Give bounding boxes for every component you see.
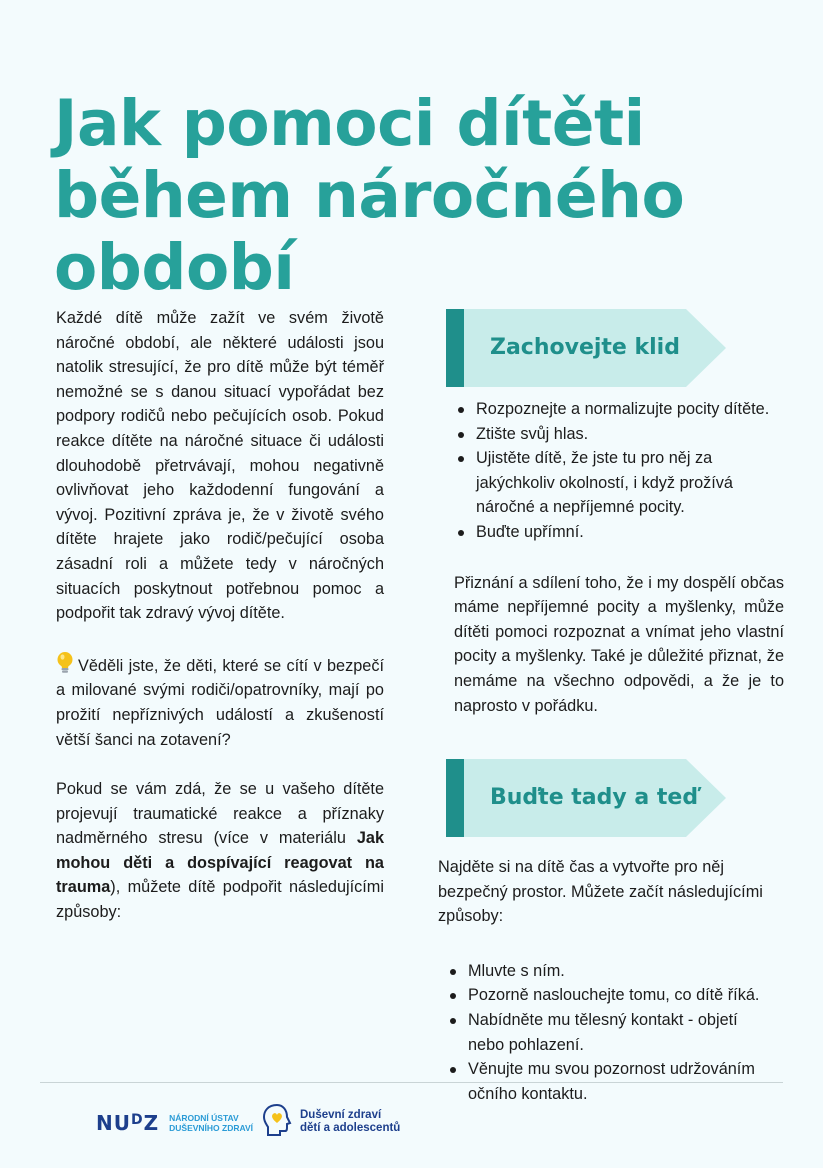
lightbulb-icon [56,651,74,675]
nudz-mark-end: Z [143,1111,160,1135]
present-paragraph: Najděte si na dítě čas a vytvořte pro něj bezpečný prostor. Můžete začít následujícími způsoby: [438,858,763,926]
page-title [54,88,694,304]
intro-paragraph: Každé dítě může zažít ve svém životě náročné období, ale některé události jsou natolik stresující, že pro dítě může být téměř nemožné se s danou situací vypořádat bez podpory rodičů nebo pečujících osob. Pokud reakce dítěte na náročné situace či události dlouhodobě přetrvávají, mohou negativně ovlivňovat jeho každodenní fungování a vývoj. Pozitivní zpráva je, že v životě svého dítěte hrajete jako rodič/pečující osoba zásadní roli a můžete tedy v náročných situacích poskytnout potřebnou pomoc a podpořit tak zdravý vývoj dítěte. [56,309,384,623]
section-heading-present: Buďte tady a teď [490,785,699,810]
section-banner-calm [446,309,728,387]
left-column [56,306,384,950]
section-present-content [438,855,778,1106]
title-line-1: Jak pomoci dítěti [54,87,645,160]
section-banner-present [446,759,728,837]
list-item: Ujistěte dítě, že jste tu pro něj za jakýchkoliv okolností, i když prožívá náročné a nepříjemné pocity. [454,446,784,520]
present-bullet-list [446,959,778,1107]
section-calm-content [454,397,784,718]
list-item: Rozpoznejte a normalizujte pocity dítěte. [454,397,784,422]
list-item: Pozorně naslouchejte tomu, co dítě říká. [446,983,778,1008]
nudz-line-1: NÁRODNÍ ÚSTAV [169,1113,239,1123]
list-item: Nabídněte mu tělesný kontakt - objetí nebo pohlazení. [446,1008,778,1057]
fact-paragraph [56,651,384,752]
closing-paragraph [56,777,384,925]
nudz-logo [96,1106,253,1140]
list-item: Ztište svůj hlas. [454,422,784,447]
nudz-wordmark [96,1111,159,1135]
nudz-institute-name [169,1113,253,1133]
closing-text-start: Pokud se vám zdá, že se u vašeho dítěte projevují traumatické reakce a příznaky nadměrného stresu (více v materiálu [56,780,384,848]
footer-divider [40,1082,783,1083]
mental-health-children-name [300,1109,400,1135]
list-item: Buďte upřímní. [454,520,784,545]
fact-text: Věděli jste, že děti, které se cítí v bezpečí a milované svými rodiči/opatrovníky, mají po prožití nepříznivých událostí a zkušeností větší šanci na zotavení? [56,656,384,749]
section-heading-calm: Zachovejte klid [490,335,680,360]
mental-health-children-logo [262,1104,400,1140]
list-item: Věnujte mu svou pozornost udržováním očního kontaktu. [446,1057,778,1106]
calm-paragraph: Přiznání a sdílení toho, že i my dospělí občas máme nepříjemné pocity a myšlenky, může dítěti pomoci rozpoznat a vnímat jeho vlastní pocity a myšlenky. Také je důležité přiznat, že nemáme na všechno odpovědi, a že je to naprosto v pořádku. [454,573,784,715]
title-line-2: během náročného [54,159,685,232]
nudz-mark-sub: D [130,1112,144,1128]
trauma-material-reference: Jak mohou děti a dospívající reagovat na trauma [56,829,384,897]
calm-bullet-list [454,397,784,545]
title-line-3: období [54,231,295,304]
logo2-line-2: dětí a adolescentů [300,1122,401,1134]
head-heart-icon [262,1103,292,1142]
nudz-mark-main: NU [96,1111,131,1135]
list-item: Mluvte s ním. [446,959,778,984]
nudz-line-2: DUŠEVNÍHO ZDRAVÍ [169,1123,254,1133]
logo2-line-1: Duševní zdraví [300,1109,382,1121]
closing-text-end: ), můžete dítě podpořit následujícími způsoby: [56,878,384,922]
